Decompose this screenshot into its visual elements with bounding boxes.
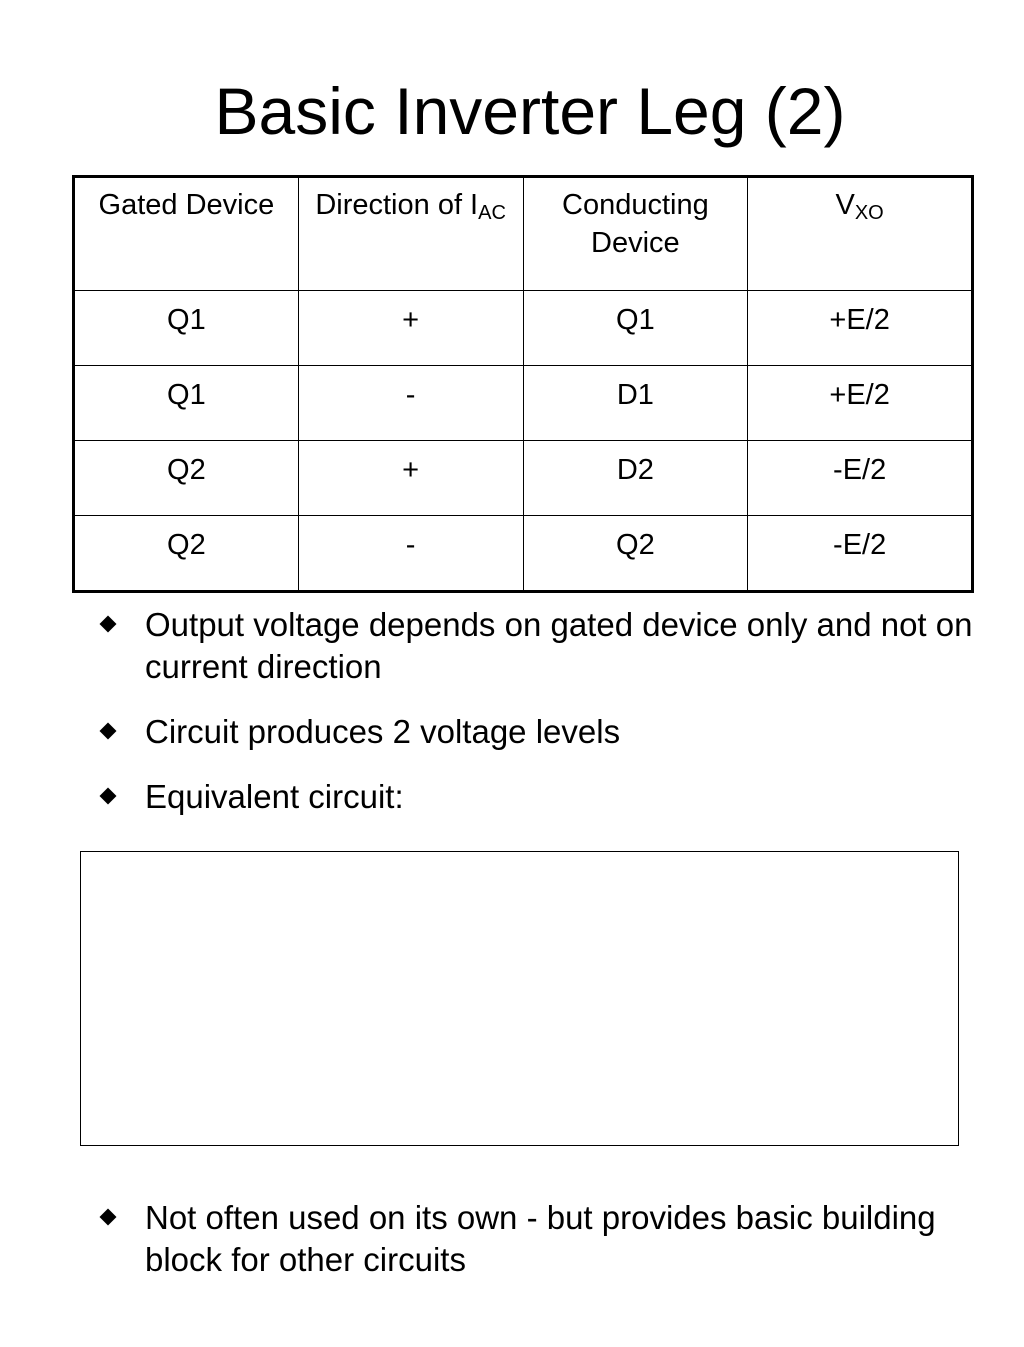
table-row bbox=[74, 366, 973, 441]
bottom-bullet-list bbox=[100, 1197, 980, 1281]
table-cell: Q2 bbox=[74, 516, 299, 592]
diamond-bullet-icon bbox=[100, 1209, 117, 1226]
table-cell: +E/2 bbox=[748, 366, 973, 441]
table-cell: Q1 bbox=[74, 291, 299, 366]
table-cell: -E/2 bbox=[748, 441, 973, 516]
table-cell: Q1 bbox=[74, 366, 299, 441]
table-cell: Q2 bbox=[523, 516, 748, 592]
table-cell: D2 bbox=[523, 441, 748, 516]
header-direction-iac: Direction of $I_{AC}$ bbox=[298, 177, 523, 291]
table-cell: - bbox=[298, 366, 523, 441]
switching-table bbox=[72, 175, 974, 593]
table-row bbox=[74, 516, 973, 592]
table-cell: Q2 bbox=[74, 441, 299, 516]
table-cell: D1 bbox=[523, 366, 748, 441]
header-gated-device: Gated Device bbox=[74, 177, 299, 291]
bullet-item bbox=[100, 1197, 980, 1281]
table-row bbox=[74, 291, 973, 366]
table-cell: + bbox=[298, 441, 523, 516]
bullet-item bbox=[100, 604, 980, 688]
diamond-bullet-icon bbox=[100, 723, 117, 740]
slide-title: Basic Inverter Leg (2) bbox=[214, 74, 846, 148]
header-conducting-device: Conducting Device bbox=[523, 177, 748, 291]
table-header-row bbox=[74, 177, 973, 291]
bullet-text: Not often used on its own - but provides basic building block for other circuits bbox=[145, 1199, 936, 1278]
equivalent-circuit-placeholder bbox=[80, 851, 959, 1146]
table-cell: +E/2 bbox=[748, 291, 973, 366]
diamond-bullet-icon bbox=[100, 788, 117, 805]
bullet-text: Equivalent circuit: bbox=[145, 778, 404, 815]
bullet-text: Circuit produces 2 voltage levels bbox=[145, 713, 621, 750]
table-cell: Q1 bbox=[523, 291, 748, 366]
bullet-item bbox=[100, 776, 980, 818]
header-vxo: $V_{XO}$ bbox=[748, 177, 973, 291]
bullet-list bbox=[100, 604, 980, 841]
bullet-item bbox=[100, 711, 980, 753]
table-cell: - bbox=[298, 516, 523, 592]
table-cell: -E/2 bbox=[748, 516, 973, 592]
table-cell: + bbox=[298, 291, 523, 366]
table-row bbox=[74, 441, 973, 516]
bullet-text: Output voltage depends on gated device only and not on current direction bbox=[145, 606, 973, 685]
diamond-bullet-icon bbox=[100, 616, 117, 633]
